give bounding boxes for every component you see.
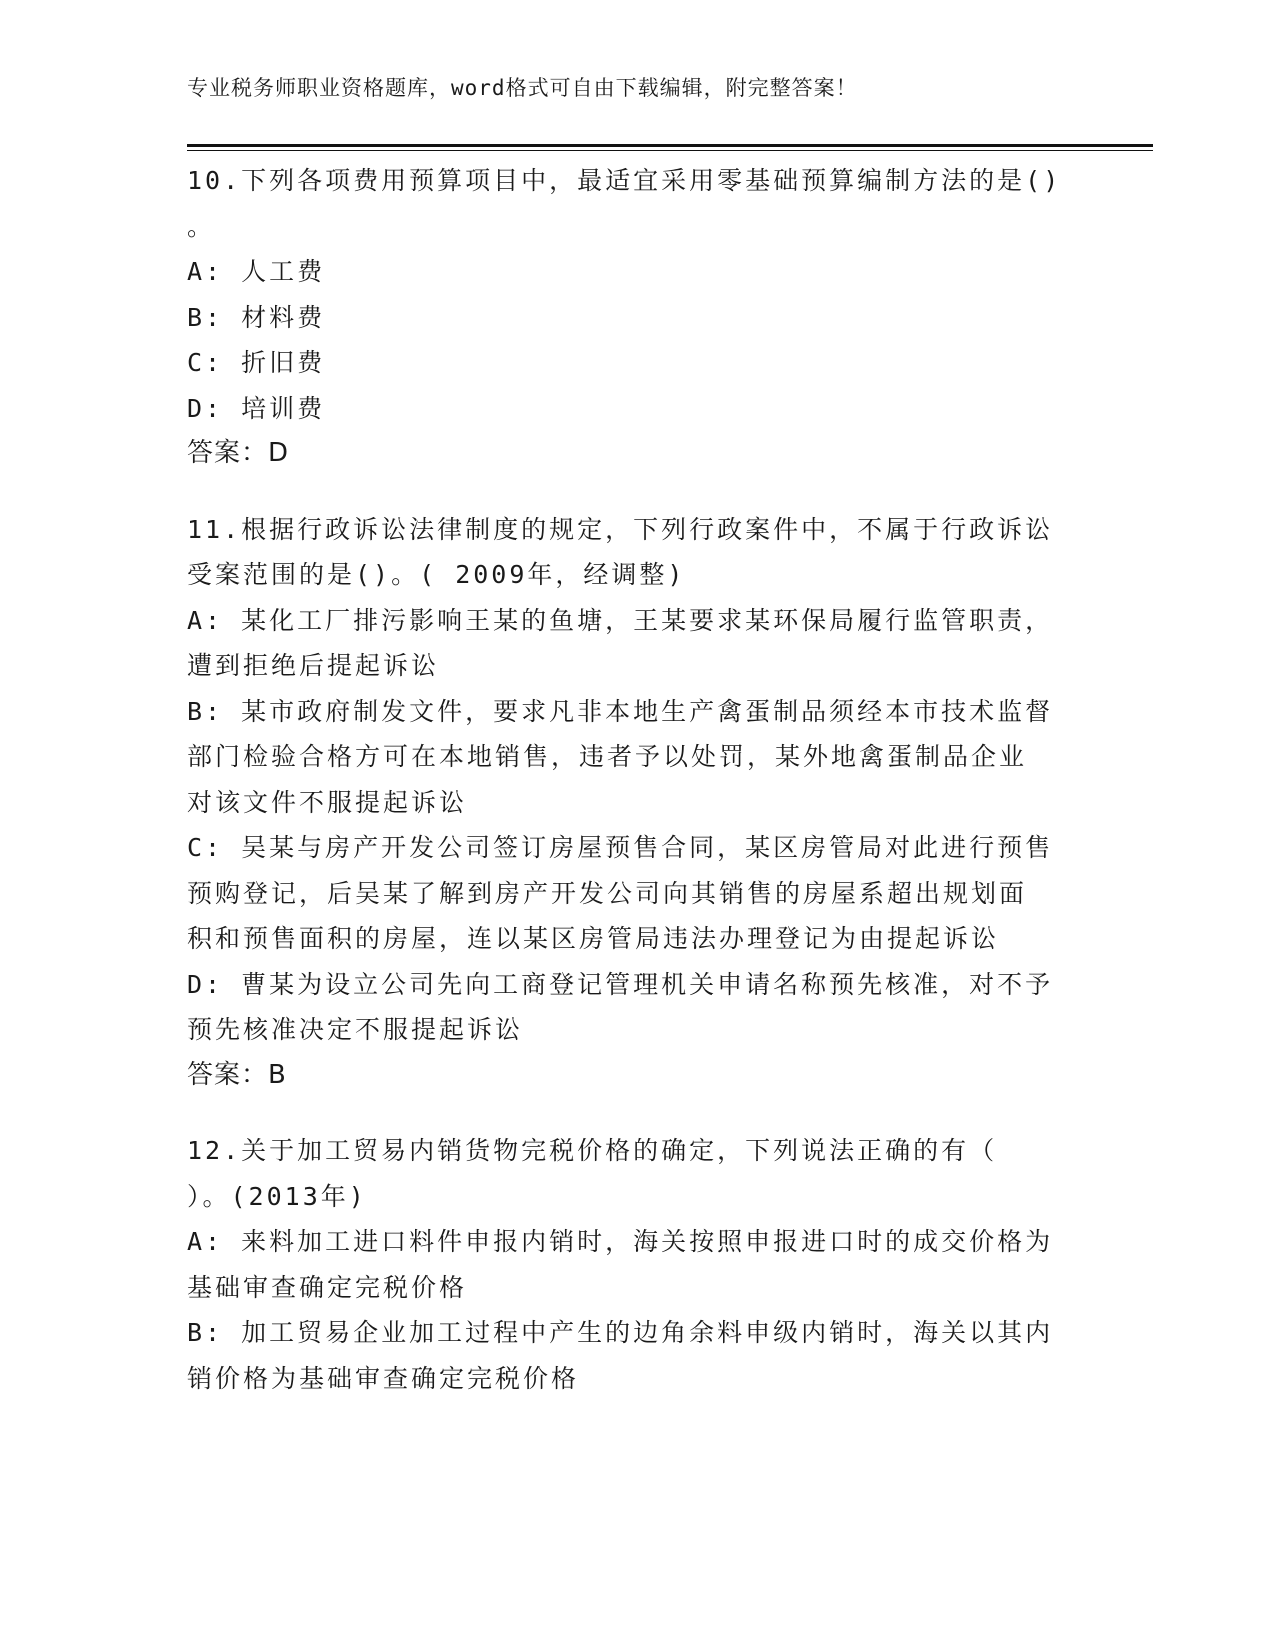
page-header: 专业税务师职业资格题库，word格式可自由下载编辑，附完整答案！ [187,76,858,100]
header-rule-thick [187,144,1153,147]
option-line: B: 材料费 [187,302,326,332]
question-stem-line: 。 [187,211,216,241]
question-stem-line: 受案范围的是()。( 2009年，经调整) [187,560,686,589]
question-list [187,158,1077,1431]
option-line: 预购登记，后吴某了解到房产开发公司向其销售的房屋系超出规划面 [187,878,1028,908]
option-line: C: 折旧费 [187,348,326,377]
option-line: 遭到拒绝后提起诉讼 [187,651,440,680]
option-line: D: 曹某为设立公司先向工商登记管理机关申请名称预先核准，对不予 [187,969,1054,999]
answer-line: 答案：B [187,1059,287,1090]
option-line: A: 某化工厂排污影响王某的鱼塘，王某要求某环保局履行监管职责， [187,605,1054,635]
option-line: 基础审查确定完税价格 [187,1272,468,1302]
option-line: 部门检验合格方可在本地销售，违者予以处罚，某外地禽蛋制品企业 [187,742,1028,771]
option-line: 预先核准决定不服提起诉讼 [187,1015,524,1044]
question-stem-line: 12.关于加工贸易内销货物完税价格的确定，下列说法正确的有（ [187,1136,998,1165]
question-stem-line: ）。(2013年) [187,1181,367,1211]
header-rule-thin [187,150,1153,151]
option-line: 对该文件不服提起诉讼 [187,787,468,817]
question-block [187,1128,1077,1401]
question-stem-line: 11.根据行政诉讼法律制度的规定，下列行政案件中，不属于行政诉讼 [187,514,1054,544]
option-line: A: 人工费 [187,257,326,286]
question-block [187,158,1077,477]
option-line: 积和预售面积的房屋，连以某区房管局违法办理登记为由提起诉讼 [187,924,1000,953]
option-line: A: 来料加工进口料件申报内销时，海关按照申报进口时的成交价格为 [187,1227,1054,1256]
option-line: B: 某市政府制发文件，要求凡非本地生产禽蛋制品须经本市技术监督 [187,696,1054,726]
answer-line: 答案：D [187,438,290,468]
option-line: 销价格为基础审查确定完税价格 [187,1363,580,1393]
option-line: B: 加工贸易企业加工过程中产生的边角余料申级内销时，海关以其内 [187,1318,1054,1347]
option-line: D: 培训费 [187,393,326,423]
question-stem-line: 10.下列各项费用预算项目中，最适宜采用零基础预算编制方法的是() [187,166,1062,195]
option-line: C: 吴某与房产开发公司签订房屋预售合同，某区房管局对此进行预售 [187,833,1054,862]
question-block [187,507,1077,1099]
